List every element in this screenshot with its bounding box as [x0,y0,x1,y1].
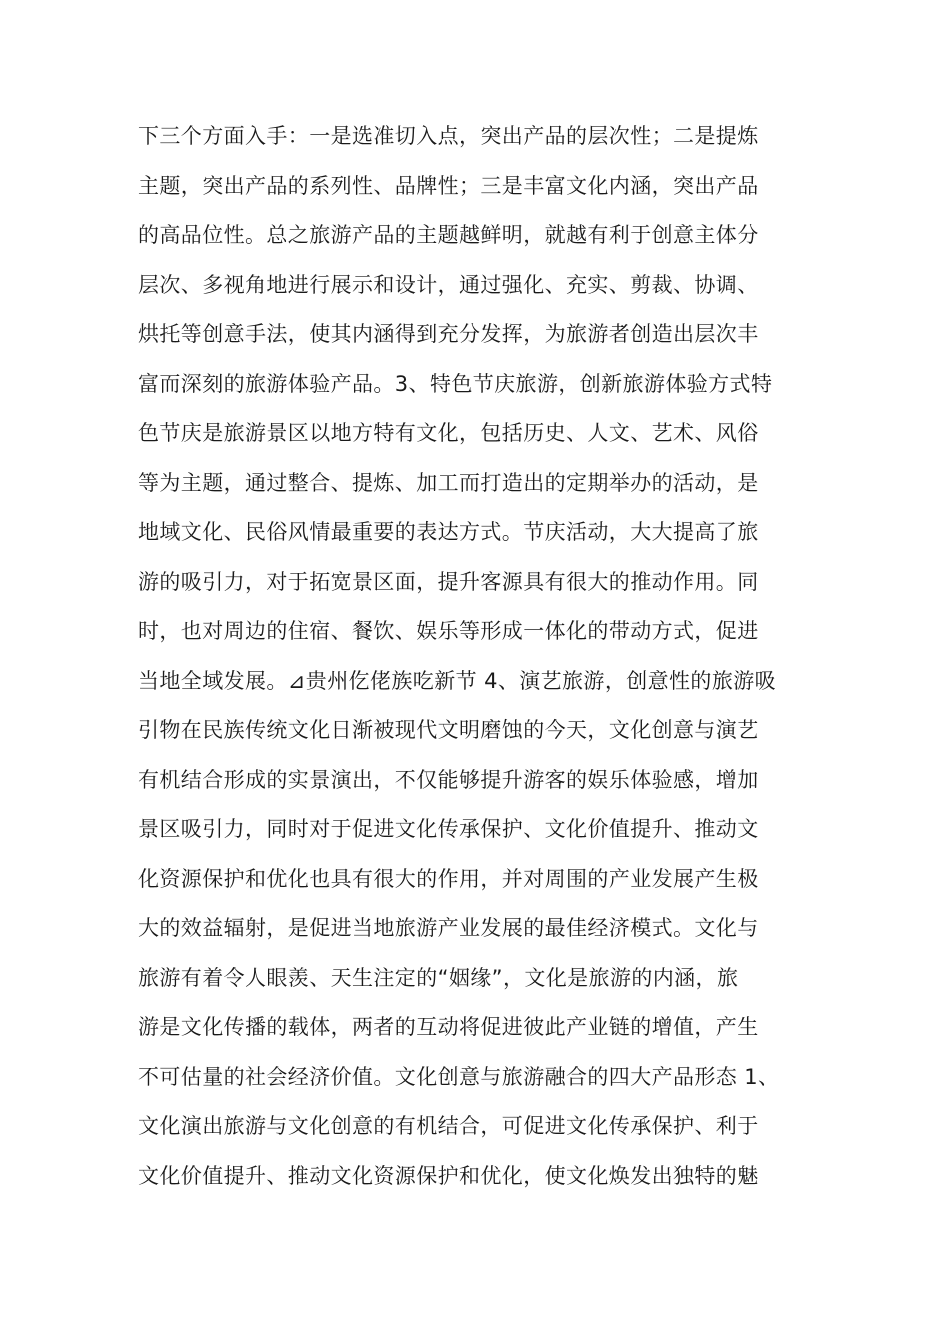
text-line: 富而深刻的旅游体验产品。3、特色节庆旅游，创新旅游体验方式特 [138,371,773,396]
text-line: 主题，突出产品的系列性、品牌性；三是丰富文化内涵，突出产品 [138,173,759,198]
text-line: 烘托等创意手法，使其内涵得到充分发挥，为旅游者创造出层次丰 [138,322,759,346]
text-line: 游是文化传播的载体，两者的互动将促进彼此产业链的增值，产生 [138,1015,759,1039]
text-line: 引物在民族传统文化日渐被现代文明磨蚀的今天，文化创意与演艺 [138,718,759,742]
text-line: 下三个方面入手：一是选准切入点，突出产品的层次性；二是提炼 [138,124,759,148]
text-line: 不可估量的社会经济价值。文化创意与旅游融合的四大产品形态 1、 [138,1064,780,1089]
text-line: 文化价值提升、推动文化资源保护和优化，使文化焕发出独特的魅 [138,1163,759,1188]
text-line: 地域文化、民俗风情最重要的表达方式。节庆活动，大大提高了旅 [138,520,759,544]
text-line: 大的效益辐射，是促进当地旅游产业发展的最佳经济模式。文化与 [138,916,759,940]
text-line: 旅游有着令人眼羡、天生注定的“姻缘”，文化是旅游的内涵，旅 [138,965,739,990]
text-line: 游的吸引力，对于拓宽景区面，提升客源具有很大的推动作用。同 [138,569,759,594]
text-line: 的高品位性。总之旅游产品的主题越鲜明，就越有利于创意主体分 [138,223,759,247]
text-line: 文化演出旅游与文化创意的有机结合，可促进文化传承保护、利于 [138,1114,759,1138]
text-line: 有机结合形成的实景演出，不仅能够提升游客的娱乐体验感，增加 [138,767,759,792]
body-text [138,112,818,1201]
text-line: 当地全域发展。⊿贵州仡佬族吃新节 4、演艺旅游，创意性的旅游吸 [138,668,777,693]
text-line: 景区吸引力，同时对于促进文化传承保护、文化价值提升、推动文 [138,817,759,841]
text-line: 层次、多视角地进行展示和设计，通过强化、充实、剪裁、协调、 [138,272,759,297]
text-line: 色节庆是旅游景区以地方特有文化，包括历史、人文、艺术、风俗 [138,421,759,445]
text-line: 化资源保护和优化也具有很大的作用，并对周围的产业发展产生极 [138,866,759,891]
text-line: 等为主题，通过整合、提炼、加工而打造出的定期举办的活动，是 [138,470,759,495]
text-line: 时，也对周边的住宿、餐饮、娱乐等形成一体化的带动方式，促进 [138,619,759,643]
